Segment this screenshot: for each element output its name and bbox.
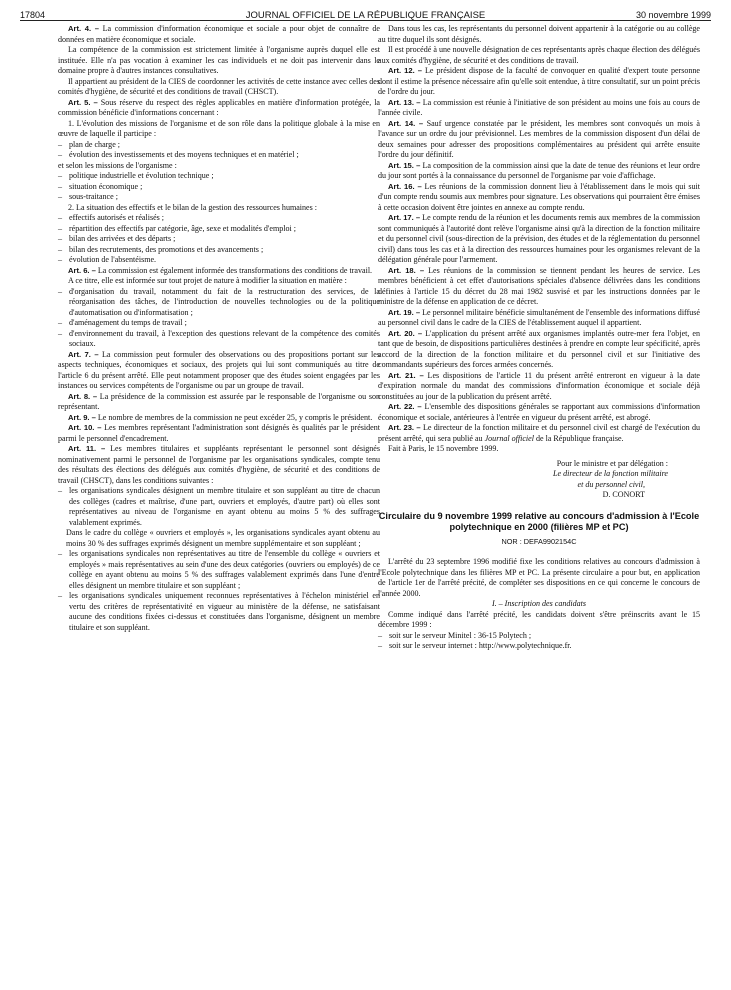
article-5: Art. 5. – Sous réserve du respect des règles applicables en matière d'information protégée, la commission bénéficie d'informations concernant : [58,97,381,117]
header-rule [20,20,711,21]
signature-place-date: Fait à Paris, le 15 novembre 1999. [388,444,499,453]
article-15: Art. 15. – La composition de la commission ainsi que la date de tenue des réunions et leur ordre du jour sont portés à la connaissance du personnel de l'organisme par voie d'affichage. [378,160,701,180]
list-item: – évolution des investissements et des moyens techniques et en matériel ; [58,150,380,161]
article-16: Art. 16. – Les réunions de la commission donnent lieu à l'établissement dans le mois qui suit d'un compte rendu soumis aux membres pour signature. Les observations qui pourraient être émises à cette occasion doivent être jointes en annexe au compte rendu. [378,181,700,212]
article-9: Art. 9. – Le nombre de membres de la commission ne peut excéder 25, y compris le président. [68,412,373,422]
article-14: Art. 14. – Sauf urgence constatée par le président, les membres sont convoqués un mois à l'avance sur un ordre du jour prévisionnel. Les membres de la commission disposent d'un délai de deux semaines pour adresser des propositions complémentaires au président qui arrête ensuite l'ordre du jour définitif. [378,118,700,159]
article-4-paragraph: Il appartient au président de la CIES de coordonner les activités de cette instance avec celles des comités d'hygiène, de sécurité et des conditions de travail (CHSCT). [58,76,380,96]
article-21: Art. 21. – Les dispositions de l'article 11 du présent arrêté entreront en vigueur à la date d'expiration normale du mandat des commissions d'information économique et sociale déjà constituées au jour de la publication du présent arrêté. [378,370,701,401]
list-item: – situation économique ; [58,182,380,193]
list-item: – d'organisation du travail, notamment du fait de la restructuration des services, de la réorganisation des tâches, de l'introduction de nouvelles technologies ou de la politique d'automatisation ou d'informatisation ; [58,287,380,319]
list-item: – répartition des effectifs par catégorie, âge, sexe et modalités d'emploi ; [58,224,380,235]
journal-title: JOURNAL OFFICIEL DE LA RÉPUBLIQUE FRANÇAISE [245,10,486,21]
signature-delegation: Pour le ministre et par délégation : [556,458,668,468]
article-11-continuation: Dans tous les cas, les représentants du personnel doivent appartenir à la catégorie ou au collège au titre duquel ils sont désignés. [378,24,700,44]
signature-name: D. CONORT [602,490,645,499]
list-item: – les organisations syndicales désignent un membre titulaire et son suppléant au titre de chacun des collèges (cadres et maîtrise, d'une part, ouvriers et employés, d'autre part) où elles sont représentatives au niveau de l'organisme en ayant obtenu au moins 5 % des suffrages valablement exprimés. [58,486,380,528]
list-item: – soit sur le serveur Minitel : 36-15 Polytech ; [378,631,700,642]
circular-paragraph: Comme indiqué dans l'arrêté précité, les candidats doivent s'être préinscrits avant le 15 décembre 1999 : [378,609,700,629]
list-item: – d'aménagement du temps de travail ; [58,318,380,329]
article-22: Art. 22. – L'ensemble des dispositions générales se rapportant aux commissions d'information économique et sociale, antérieures à l'entrée en vigueur du présent arrêté, est abrogé. [378,402,701,422]
section-heading: I. – Inscription des candidats [491,599,587,608]
article-12: Art. 12. – Le président dispose de la faculté de convoquer en qualité d'expert toute personne dont il estime la présence nécessaire afin qu'elle soit entendue, à titre consultatif, sur un point précis de l'ordre du jour. [378,66,701,96]
article-5-paragraph: 1. L'évolution des missions de l'organisme et de son rôle dans la politique globale à la mise en œuvre de laquelle il participe : [58,118,380,138]
list-item: – évolution de l'absentéisme. [58,255,380,266]
circular-title: Circulaire du 9 novembre 1999 relative au concours d'admission à l'Ecole polytechnique en 2000 (filières MP et PC) [378,510,700,532]
article-8: Art. 8. – La présidence de la commission est assurée par le responsable de l'organisme ou son représentant. [58,391,380,411]
article-4: Art. 4. – La commission d'information économique et sociale a pour objet de connaître de données en matière économique et sociale. [58,24,380,44]
nor-reference: NOR : DEFA9902154C [501,536,577,546]
page-header [20,6,711,24]
article-4-paragraph: La compétence de la commission est strictement limitée à l'organisme auprès duquel elle est instituée. Elle n'a pas vocation à examiner les cas individuels et ne doit pas intervenir dans le domaine propre à d'autres instances consultatives. [58,45,380,75]
article-20: Art. 20. – L'application du présent arrêté aux organismes implantés outre-mer fera l'objet, en tant que de besoin, de dispositions particulières destinées à prendre en compte leur spécificité, après accord de la direction de la fonction militaire et du personnel civil et sur l'initiative des commandants supérieurs des forces armées concernés. [378,328,700,369]
article-6-paragraph: A ce titre, elle est informée sur tout projet de nature à modifier la situation en matière : [68,276,347,285]
article-11: Art. 11. – Les membres titulaires et suppléants représentant le personnel sont désignés nominativement parmi le personnel de l'organisme par les organisations syndicales, compte tenu des résultats des élections des délégués aux comités d'hygiène, de sécurité et des conditions de travail (CHSCT), dans les conditions suivantes : [58,444,380,485]
circular-paragraph: L'arrêté du 23 septembre 1996 modifié fixe les conditions relatives au concours d'admission à l'Ecole polytechnique dans les filières MP et PC. La présente circulaire a pour but, en application de l'article 1er de l'arrêté précité, de compléter ses dispositions en ce qui concerne le concours de l'année 2000. [378,557,700,598]
article-5-paragraph: et selon les missions de l'organisme : [58,160,177,170]
article-18: Art. 18. – Les réunions de la commission se tiennent pendant les heures de service. Les membres bénéficient à cet effet d'autorisations spéciales d'absence délivrées dans les conditions définies à l'article 15 du décret du 28 mai 1982 susvisé et par les instructions données par le ministre de la défense en application de ce décret. [378,265,701,306]
signature-role: et du personnel civil, [577,479,645,489]
article-5-paragraph: 2. La situation des effectifs et le bilan de la gestion des ressources humaines : [68,202,318,212]
article-7: Art. 7. – La commission peut formuler des observations ou des propositions portant sur les aspects techniques, économiques et sociaux, des projets qui lui sont communiqués au titre de l'article 6 du présent arrêté. Elle peut notamment proposer que des études soient engagées par les instances ou services compétents de l'organisme ou par un groupe de travail. [58,349,380,390]
list-item-continuation: Dans le cadre du collège « ouvriers et employés », les organisations syndicales ayant obtenu au moins 30 % des suffrages exprimés désignent un membre supplémentaire et son suppléant ; [66,528,380,548]
list-item: – effectifs autorisés et réalisés ; [58,213,380,224]
signature-role: Le directeur de la fonction militaire [553,469,668,478]
article-13: Art. 13. – La commission est réunie à l'initiative de son président au moins une fois au cours de l'année civile. [378,97,701,117]
article-10: Art. 10. – Les membres représentant l'administration sont désignés ès qualités par le président parmi le personnel d'encadrement. [58,423,380,443]
article-6: Art. 6. – La commission est également informée des transformations des conditions de travail. [68,265,373,275]
list-item: – politique industrielle et évolution technique ; [58,171,380,182]
list-item: – sous-traitance ; [58,192,380,203]
article-19: Art. 19. – Le personnel militaire bénéficie simultanément de l'ensemble des informations diffusé au personnel civil dans le cadre de la CIES de l'établissement auquel il appartient. [378,307,700,327]
list-item: – bilan des arrivées et des départs ; [58,234,380,245]
list-item: – plan de charge ; [58,140,380,151]
article-11-continuation: Il est procédé à une nouvelle désignation de ces représentants après chaque élection des délégués aux comités d'hygiène, de sécurité et des conditions de travail. [378,45,700,65]
page-number: 17804 [20,10,46,20]
article-17: Art. 17. – Le compte rendu de la réunion et les documents remis aux membres de la commission sont communiqués à l'autorité dont relève l'organisme ainsi qu'à la direction de la fonction militaire et du personnel civil (sous-direction de la prévision, des études et de la réglementation du personnel civil) dans tous les cas et à la direction des ressources humaines pour les organismes relevant de la délégation générale pour l'armement. [378,213,701,264]
right-column [378,24,700,652]
issue-date: 30 novembre 1999 [635,10,711,20]
list-item: – soit sur le serveur internet : http://www.polytechnique.fr. [378,641,700,652]
list-item: – bilan des recrutements, des promotions et des avancements ; [58,245,380,256]
left-column [58,24,380,633]
list-item: – d'environnement du travail, à l'exception des questions relevant de la compétence des comités sociaux. [58,329,380,350]
list-item: – les organisations syndicales uniquement reconnues représentatives à l'échelon ministériel en vertu des critères de représentativité en vigueur au ministère de la défense, ne satisfaisant aucune des conditions fixées ci-dessus et constituées dans l'organisme, désignent un membre titulaire et son suppléant. [58,591,380,633]
article-23: Art. 23. – Le directeur de la fonction militaire et du personnel civil est chargé de l'exécution du présent arrêté, qui sera publié au Journal officiel de la République française. [378,423,701,443]
list-item: – les organisations syndicales non représentatives au titre de l'ensemble du collège « ouvriers et employés » mais représentatives au sein d'une des deux catégories (ouvriers ou employés) de ce collège en ayant obtenu au moins 5 % des suffrages valablement exprimés dans l'une d'entre elles désignent un membre titulaire et son suppléant ; [58,549,380,591]
